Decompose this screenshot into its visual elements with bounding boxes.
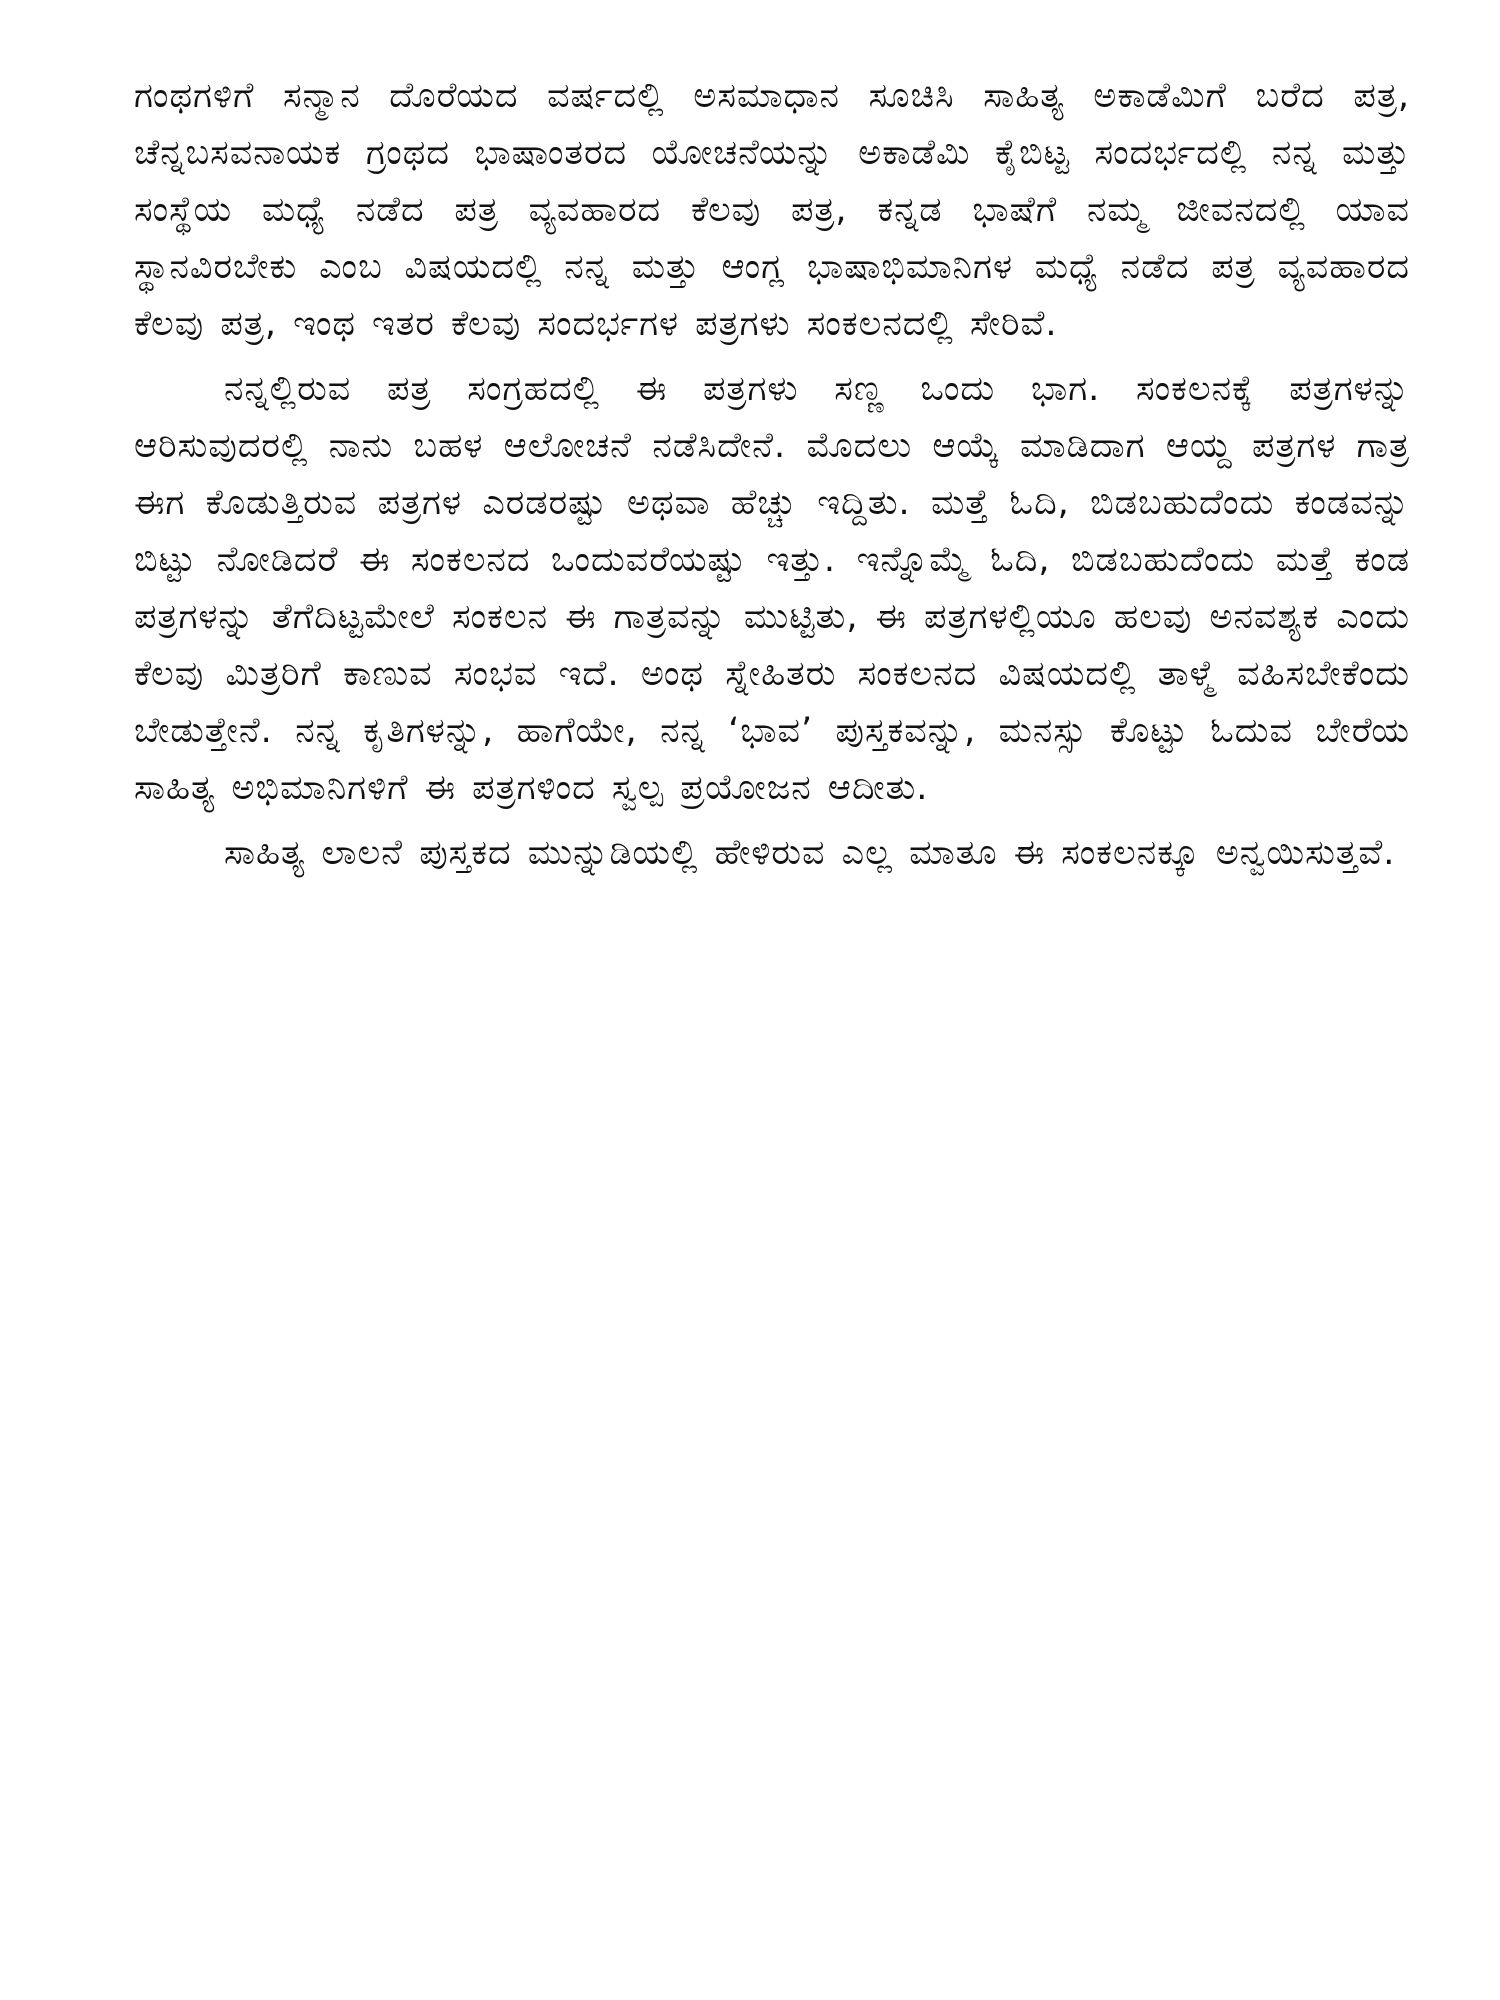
paragraph-1: ಗಂಥಗಳಿಗೆ ಸನ್ಮಾನ ದೊರೆಯದ ವರ್ಷದಲ್ಲಿ ಅಸಮಾಧಾನ ಸೂಚಿಸಿ ಸಾಹಿತ್ಯ ಅಕಾಡೆಮಿಗೆ ಬರೆದ ಪತ್ರ, ಚೆನ್ನಬಸವನಾಯಕ ಗ್ರಂಥದ ಭಾಷಾಂತರದ ಯೋಚನೆಯನ್ನು ಅಕಾಡೆಮಿ ಕೈಬಿಟ್ಟ ಸಂದರ್ಭದಲ್ಲಿ ನನ್ನ ಮತ್ತು ಸಂಸ್ಥೆಯ ಮಧ್ಯೆ ನಡೆದ ಪತ್ರ ವ್ಯವಹಾರದ ಕೆಲವು ಪತ್ರ, ಕನ್ನಡ ಭಾಷೆಗೆ ನಮ್ಮ ಜೀವನದಲ್ಲಿ ಯಾವ ಸ್ಥಾನವಿರಬೇಕು ಎಂಬ ವಿಷಯದಲ್ಲಿ ನನ್ನ ಮತ್ತು ಆಂಗ್ಲ ಭಾಷಾಭಿಮಾನಿಗಳ ಮಧ್ಯೆ ನಡೆದ ಪತ್ರ ವ್ಯವಹಾರದ ಕೆಲವು ಪತ್ರ, ಇಂಥ ಇತರ ಕೆಲವು ಸಂದರ್ಭಗಳ ಪತ್ರಗಳು ಸಂಕಲನದಲ್ಲಿ ಸೇರಿವೆ. — [134, 76, 1410, 344]
body-text — [134, 68, 1410, 890]
paragraph-3: ಸಾಹಿತ್ಯ ಲಾಲನೆ ಪುಸ್ತಕದ ಮುನ್ನುಡಿಯಲ್ಲಿ ಹೇಳಿರುವ ಎಲ್ಲ ಮಾತೂ ಈ ಸಂಕಲನಕ್ಕೂ ಅನ್ವಯಿಸುತ್ತವೆ. — [224, 833, 1396, 873]
paragraph-2: ನನ್ನಲ್ಲಿರುವ ಪತ್ರ ಸಂಗ್ರಹದಲ್ಲಿ ಈ ಪತ್ರಗಳು ಸಣ್ಣ ಒಂದು ಭಾಗ. ಸಂಕಲನಕ್ಕೆ ಪತ್ರಗಳನ್ನು ಆರಿಸುವುದರಲ್ಲಿ ನಾನು ಬಹಳ ಆಲೋಚನೆ ನಡೆಸಿದೇನೆ. ಮೊದಲು ಆಯ್ಕೆ ಮಾಡಿದಾಗ ಆಯ್ದ ಪತ್ರಗಳ ಗಾತ್ರ ಈಗ ಕೊಡುತ್ತಿರುವ ಪತ್ರಗಳ ಎರಡರಷ್ಟು ಅಥವಾ ಹೆಚ್ಚು ಇದ್ದಿತು. ಮತ್ತೆ ಓದಿ, ಬಿಡಬಹುದೆಂದು ಕಂಡವನ್ನು ಬಿಟ್ಟು ನೋಡಿದರೆ ಈ ಸಂಕಲನದ ಒಂದುವರೆಯಷ್ಟು ಇತ್ತು. ಇನ್ನೊಮ್ಮೆ ಓದಿ, ಬಿಡಬಹುದೆಂದು ಮತ್ತೆ ಕಂಡ ಪತ್ರಗಳನ್ನು ತೆಗೆದಿಟ್ಟಮೇಲೆ ಸಂಕಲನ ಈ ಗಾತ್ರವನ್ನು ಮುಟ್ಟಿತು, ಈ ಪತ್ರಗಳಲ್ಲಿಯೂ ಹಲವು ಅನವಶ್ಯಕ ಎಂದು ಕೆಲವು ಮಿತ್ರರಿಗೆ ಕಾಣುವ ಸಂಭವ ಇದೆ. ಅಂಥ ಸ್ನೇಹಿತರು ಸಂಕಲನದ ವಿಷಯದಲ್ಲಿ ತಾಳ್ಮೆ ವಹಿಸಬೇಕೆಂದು ಬೇಡುತ್ತೇನೆ. ನನ್ನ ಕೃತಿಗಳನ್ನು, ಹಾಗೆಯೇ, ನನ್ನ ‘ಭಾವ’ ಪುಸ್ತಕವನ್ನು, ಮನಸ್ಸು ಕೊಟ್ಟು ಓದುವ ಬೇರೆಯ ಸಾಹಿತ್ಯ ಅಭಿಮಾನಿಗಳಿಗೆ ಈ ಪತ್ರಗಳಿಂದ ಸ್ವಲ್ಪ ಪ್ರಯೋಜನ ಆದೀತು. — [134, 369, 1410, 808]
